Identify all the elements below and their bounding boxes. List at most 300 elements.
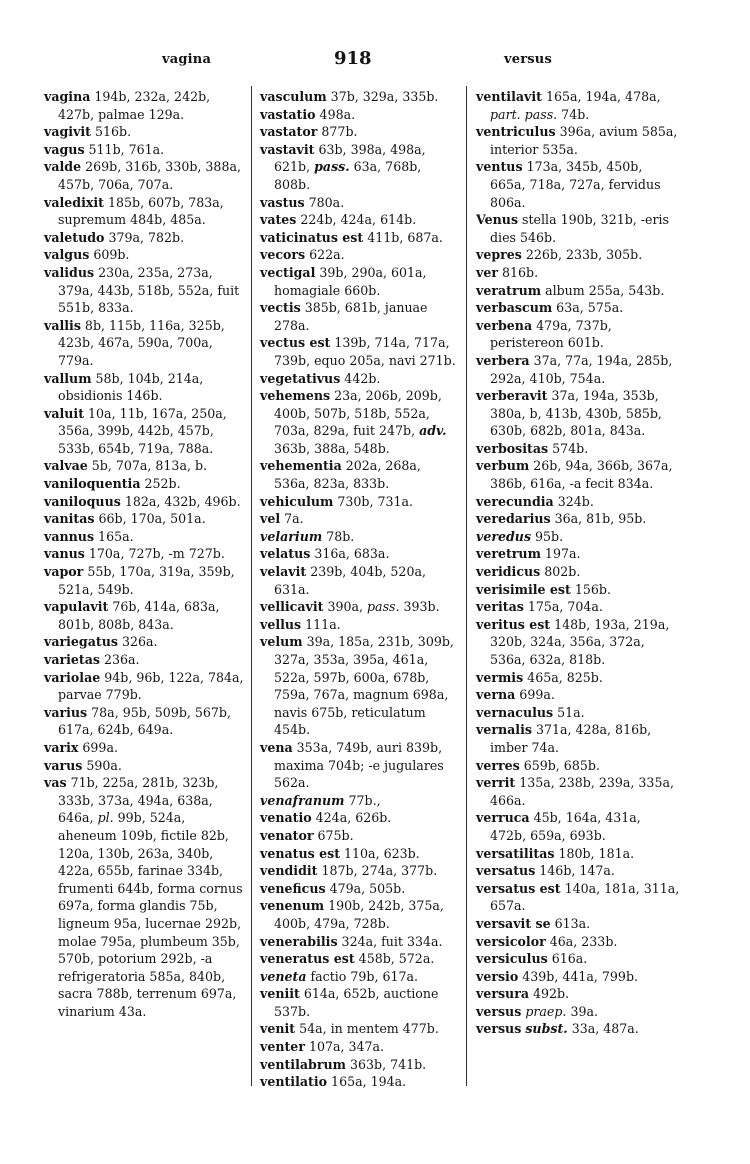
- index-entry: [44, 246, 244, 264]
- entry-references: 170a, 727b, -m 727b.: [84, 546, 225, 562]
- entry-references: 39a.: [566, 1003, 598, 1019]
- entry-references: 94b, 96b, 122a, 784a, parvae 779b.: [58, 669, 244, 703]
- entry-references: 23a, 206b, 209b, 400b, 507b, 518b, 552a, 703a, 829a, fuit 247b,: [274, 388, 442, 439]
- index-entry: [476, 809, 680, 844]
- entry-lemma: verna: [476, 687, 516, 703]
- entry-references: 363b, 741b.: [345, 1056, 427, 1072]
- entry-references: 479a, 737b, peristereon 601b.: [490, 317, 612, 351]
- index-entry: [44, 264, 244, 317]
- entry-references: 363b, 388a, 548b.: [274, 440, 390, 456]
- entry-lemma: varus: [44, 757, 83, 773]
- entry-references: 326a.: [117, 634, 158, 650]
- index-entry: [44, 317, 244, 370]
- index-entry: [260, 528, 460, 546]
- index-entry: [44, 229, 244, 247]
- index-entry: [476, 1020, 680, 1038]
- index-entry: [44, 510, 244, 528]
- index-entry: [260, 88, 460, 106]
- entry-lemma: vaticinatus est: [260, 229, 364, 245]
- entry-references: 316a, 683a.: [310, 546, 390, 562]
- entry-lemma: valgus: [44, 247, 90, 263]
- entry-lemma: verbascum: [476, 300, 553, 316]
- index-entry: [44, 475, 244, 493]
- index-entry: [44, 123, 244, 141]
- index-entry: [260, 739, 460, 792]
- index-entry: [260, 510, 460, 528]
- entry-lemma: vates: [260, 212, 297, 228]
- entry-lemma: ventilatio: [260, 1074, 328, 1090]
- entry-references: 111a.: [301, 616, 341, 632]
- entry-lemma: veratrum: [476, 282, 542, 298]
- entry-references: 37a, 194a, 353b, 380a, b, 413b, 430b, 585b, 630b, 682b, 801a, 843a.: [490, 388, 662, 439]
- entry-lemma: valde: [44, 159, 82, 175]
- entry-references: 39a, 185a, 231b, 309b, 327a, 353a, 395a, 461a, 522a, 597b, 600a, 678b, 759a, 767a, magnum 698a, navis 675b, reticulatum 454b.: [274, 634, 454, 738]
- index-entry: [476, 299, 680, 317]
- entry-references: 148b, 193a, 219a, 320b, 324a, 356a, 372a, 536a, 632a, 818b.: [490, 616, 670, 667]
- entry-references: 63a, 575a.: [552, 300, 624, 316]
- entry-lemma: validus: [44, 264, 95, 280]
- entry-lemma: vastatio: [260, 106, 316, 122]
- entry-lemma: vepres: [476, 247, 522, 263]
- entry-lemma: verres: [476, 757, 520, 773]
- entry-references: 390a,: [323, 599, 367, 615]
- entry-lemma: vehiculum: [260, 493, 334, 509]
- entry-references: 230a, 235a, 273a, 379a, 443b, 518b, 552a, fuit 551b, 833a.: [58, 264, 240, 316]
- entry-references: 411b, 687a.: [363, 229, 443, 245]
- entry-references: 802b.: [540, 564, 581, 580]
- index-entry: [476, 317, 680, 352]
- entry-references: 699a.: [515, 687, 555, 703]
- entry-references: 194b, 232a, 242b, 427b, palmae 129a.: [58, 89, 211, 122]
- entry-lemma: valuit: [44, 405, 85, 421]
- entry-lemma: vapor: [44, 564, 84, 580]
- entry-lemma: ventilavit: [476, 89, 542, 104]
- entry-references: 175a, 704a.: [523, 599, 603, 615]
- index-entry: [260, 370, 460, 388]
- entry-references: 442b.: [340, 370, 381, 386]
- entry-abbreviation: subst.: [525, 1021, 568, 1037]
- entry-references: 51a.: [553, 704, 585, 720]
- entry-references: 74b.: [557, 106, 590, 122]
- index-entry: [260, 194, 460, 212]
- entry-lemma: veridicus: [476, 564, 541, 580]
- index-entry: [476, 845, 680, 863]
- entry-lemma: Venus: [476, 212, 519, 228]
- entry-lemma: vehemens: [260, 388, 331, 404]
- index-entry: [44, 194, 244, 229]
- index-entry: [476, 933, 680, 951]
- entry-lemma: verbositas: [476, 440, 549, 456]
- index-entry: [260, 933, 460, 951]
- entry-lemma: vaniloquus: [44, 493, 121, 509]
- index-entry: [476, 669, 680, 687]
- column-divider: [466, 86, 467, 1086]
- entry-references: 77b.,: [344, 792, 381, 808]
- index-entry: [44, 158, 244, 193]
- index-entry: [476, 915, 680, 933]
- entry-references: 165a, 194a.: [327, 1074, 407, 1090]
- entry-references: factio 79b, 617a.: [306, 968, 419, 984]
- index-entry: [44, 141, 244, 159]
- entry-lemma: valetudo: [44, 229, 105, 245]
- index-entry: [260, 968, 460, 986]
- index-entry: [476, 545, 680, 563]
- index-entry: [260, 845, 460, 863]
- index-entry: [476, 158, 680, 211]
- entry-lemma: verruca: [476, 810, 530, 826]
- index-entry: [260, 493, 460, 511]
- entry-lemma: vallis: [44, 317, 81, 333]
- entry-lemma: velavit: [260, 564, 307, 580]
- index-entry: [476, 1003, 680, 1021]
- index-entry: [44, 739, 244, 757]
- entry-lemma: versus: [476, 1003, 522, 1019]
- index-entry: [44, 370, 244, 405]
- entry-lemma: vas: [44, 775, 67, 791]
- entry-lemma: venter: [260, 1039, 305, 1055]
- entry-abbreviation: pl.: [97, 810, 114, 826]
- entry-references: 371a, 428a, 816b, imber 74a.: [490, 722, 652, 755]
- index-entry: [476, 880, 680, 915]
- entry-lemma: vendidit: [260, 863, 318, 879]
- index-entry: [44, 457, 244, 475]
- entry-references: 71b, 225a, 281b, 323b, 333b, 373a, 494a, 638a, 646a,: [58, 775, 219, 826]
- index-entry: [260, 299, 460, 334]
- index-entry: [260, 211, 460, 229]
- entry-lemma: veneficus: [260, 880, 326, 896]
- entry-references: 78a, 95b, 509b, 567b, 617a, 624b, 649a.: [58, 704, 232, 738]
- entry-references: 45b, 164a, 431a, 472b, 659a, 693b.: [490, 810, 641, 843]
- entry-lemma: vectigal: [260, 264, 316, 280]
- index-entry: [260, 880, 460, 898]
- index-entry: [476, 774, 680, 809]
- entry-lemma: verrit: [476, 775, 516, 791]
- entry-references: 76b, 414a, 683a, 801b, 808b, 843a.: [58, 599, 220, 632]
- index-entry: [260, 141, 460, 194]
- entry-references: 46a, 233b.: [545, 933, 618, 949]
- entry-lemma: venatio: [260, 810, 312, 826]
- entry-references: 139b, 714a, 717a, 739b, equo 205a, navi 271b.: [274, 335, 456, 368]
- entry-lemma: verbum: [476, 458, 530, 474]
- index-entry: [476, 721, 680, 756]
- index-entry: [476, 704, 680, 722]
- entry-references: 379a, 782b.: [104, 229, 185, 245]
- entry-lemma: veretrum: [476, 546, 541, 562]
- entry-references: 54a, in mentem 477b.: [295, 1021, 439, 1037]
- entry-references: 614a, 652b, auctione 537b.: [274, 986, 439, 1019]
- entry-references: 37a, 77a, 194a, 285b, 292a, 410b, 754a.: [490, 352, 673, 386]
- entry-lemma: veneta: [260, 968, 307, 984]
- entry-references: 165a, 194a, 478a,: [541, 89, 661, 104]
- index-entry: [260, 246, 460, 264]
- index-entry: [260, 545, 460, 563]
- entry-lemma: verberavit: [476, 388, 548, 404]
- entry-references: 63b, 398a, 498a, 621b,: [274, 141, 426, 175]
- index-entry: [44, 405, 244, 458]
- entry-lemma: verisimile est: [476, 581, 571, 597]
- entry-references: 269b, 316b, 330b, 388a, 457b, 706a, 707a.: [58, 159, 241, 192]
- index-entry: [260, 616, 460, 634]
- entry-references: 190b, 242b, 375a, 400b, 479a, 728b.: [274, 898, 444, 931]
- index-entry: [260, 229, 460, 247]
- entry-references: 439b, 441a, 799b.: [518, 968, 639, 984]
- index-entry: [476, 686, 680, 704]
- entry-references: stella 190b, 321b, -eris dies 546b.: [490, 212, 670, 245]
- column-divider: [251, 86, 252, 1086]
- entry-references: 78b.: [322, 528, 355, 544]
- entry-references: 165a.: [94, 528, 134, 544]
- entry-lemma: versatus est: [476, 880, 561, 896]
- entry-references: 156b.: [570, 581, 611, 597]
- entry-references: 202a, 268a, 536a, 823a, 833b.: [274, 458, 421, 492]
- index-entry: [44, 704, 244, 739]
- entry-lemma: valvae: [44, 458, 88, 474]
- entry-lemma: vagivit: [44, 124, 91, 140]
- entry-lemma: venit: [260, 1021, 296, 1037]
- entry-references: 146b, 147a.: [535, 863, 615, 879]
- entry-references: 135a, 238b, 239a, 335a, 466a.: [490, 775, 674, 808]
- index-entry: [260, 598, 460, 616]
- index-entry: [260, 563, 460, 598]
- entry-abbreviation: adv.: [419, 423, 447, 439]
- entry-references: 8b, 115b, 116a, 325b, 423b, 467a, 590a, 700a, 779a.: [58, 317, 225, 368]
- entry-references: 424a, 626b.: [311, 810, 392, 826]
- entry-lemma: venator: [260, 827, 314, 843]
- index-entry: [260, 897, 460, 932]
- entry-lemma: veredus: [476, 528, 532, 544]
- index-entry: [260, 334, 460, 369]
- index-entry: [44, 598, 244, 633]
- entry-references: 197a.: [540, 546, 581, 562]
- entry-references: 187b, 274a, 377b.: [317, 863, 438, 879]
- index-entry: [260, 1020, 460, 1038]
- index-entry: [260, 809, 460, 827]
- entry-references: 58b, 104b, 214a, obsidionis 146b.: [58, 370, 204, 404]
- entry-references: 479a, 505b.: [325, 880, 406, 896]
- entry-references: 33a, 487a.: [567, 1021, 639, 1037]
- entry-lemma: vectis: [260, 300, 301, 316]
- entry-lemma: vaniloquentia: [44, 476, 141, 492]
- entry-references: 675b.: [313, 827, 354, 843]
- entry-references: 36a, 81b, 95b.: [550, 511, 647, 527]
- index-entry: [476, 440, 680, 458]
- entry-lemma: vapulavit: [44, 599, 109, 615]
- entry-lemma: vernaculus: [476, 704, 554, 720]
- index-entry: [44, 88, 244, 123]
- entry-references: 226b, 233b, 305b.: [521, 247, 643, 263]
- entry-references: 730b, 731a.: [333, 493, 414, 509]
- entry-references: 609b.: [89, 247, 130, 263]
- entry-lemma: vannus: [44, 528, 95, 544]
- entry-references: 324a, fuit 334a.: [337, 933, 443, 949]
- index-entry: [476, 757, 680, 775]
- entry-lemma: variolae: [44, 669, 101, 685]
- entry-references: 224b, 424a, 614b.: [296, 212, 417, 228]
- entry-lemma: velatus: [260, 546, 311, 562]
- index-entry: [260, 950, 460, 968]
- entry-references: 516b.: [91, 124, 132, 140]
- index-entry: [260, 264, 460, 299]
- entry-lemma: vegetativus: [260, 370, 341, 386]
- index-entry: [260, 1056, 460, 1074]
- index-entry: [476, 211, 680, 246]
- entry-references: 622a.: [305, 247, 345, 263]
- entry-references: 816b.: [497, 264, 539, 280]
- entry-references: 498a.: [315, 106, 356, 122]
- entry-lemma: varius: [44, 704, 88, 720]
- index-entry: [476, 123, 680, 158]
- entry-references: 99b, 524a, aheneum 109b, fictile 82b, 120a, 130b, 263a, 340b, 422a, 655b, farinae 334b, frumenti 644b, forma cornus 697a, forma glandis 75b, ligneum 95a, lucernae 292b, molae 795a, plumbeum 35b, 570b, potorium 292b, -a refrigeratoria 585a, 840b, sacra 788b, terrenum 697a, vinarium 43a.: [58, 810, 243, 1019]
- entry-references: 95b.: [531, 528, 564, 544]
- index-entry: [260, 862, 460, 880]
- index-entry: [476, 264, 680, 282]
- entry-lemma: velarium: [260, 528, 323, 544]
- index-entry: [476, 985, 680, 1003]
- entry-lemma: vel: [260, 511, 281, 527]
- entry-abbreviation: pass.: [314, 159, 350, 175]
- index-entry: [476, 282, 680, 300]
- index-entry: [476, 950, 680, 968]
- page-number: 918: [334, 48, 372, 69]
- entry-lemma: venafranum: [260, 792, 345, 808]
- entry-references: 66b, 170a, 501a.: [94, 511, 206, 527]
- index-entry: [260, 457, 460, 492]
- index-column-2: [260, 88, 460, 1091]
- entry-references: 39b, 290a, 601a, homagiale 660b.: [274, 264, 427, 298]
- entry-references: 616a.: [547, 951, 588, 967]
- entry-lemma: vastator: [260, 124, 318, 140]
- entry-lemma: versus: [476, 1021, 522, 1037]
- index-entry: [476, 598, 680, 616]
- entry-references: 7a.: [280, 511, 304, 527]
- index-entry: [44, 528, 244, 546]
- index-entry: [476, 88, 680, 123]
- entry-lemma: ventus: [476, 159, 523, 175]
- entry-lemma: velum: [260, 634, 303, 650]
- entry-lemma: versatilitas: [476, 845, 555, 861]
- index-entry: [260, 827, 460, 845]
- index-entry: [44, 633, 244, 651]
- entry-lemma: vallum: [44, 370, 92, 386]
- entry-references: 574b.: [548, 440, 589, 456]
- entry-lemma: varietas: [44, 652, 100, 667]
- entry-references: 239b, 404b, 520a, 631a.: [274, 564, 426, 597]
- entry-lemma: vena: [260, 739, 293, 755]
- index-entry: [260, 106, 460, 124]
- entry-lemma: vastavit: [260, 141, 315, 157]
- entry-lemma: vermis: [476, 669, 524, 685]
- page-header: [0, 48, 750, 74]
- entry-references: 173a, 345b, 450b, 665a, 718a, 727a, fervidus 806a.: [490, 159, 661, 210]
- entry-lemma: vasculum: [260, 89, 327, 104]
- index-entry: [476, 510, 680, 528]
- entry-lemma: verbera: [476, 352, 530, 368]
- entry-references: 5b, 707a, 813a, b.: [87, 458, 208, 474]
- entry-lemma: ver: [476, 264, 498, 280]
- index-entry: [476, 528, 680, 546]
- entry-references: 613a.: [550, 915, 591, 931]
- index-entry: [260, 792, 460, 810]
- entry-references: 385b, 681b, januae 278a.: [274, 300, 428, 333]
- entry-references: 140a, 181a, 311a, 657a.: [490, 880, 680, 914]
- entry-lemma: vastus: [260, 194, 305, 210]
- index-entry: [476, 616, 680, 669]
- entry-lemma: versura: [476, 986, 530, 1002]
- entry-abbreviation: praep.: [525, 1003, 567, 1019]
- entry-references: 63a, 768b, 808b.: [274, 159, 422, 192]
- entry-references: 877b.: [317, 124, 358, 140]
- index-entry: [44, 757, 244, 775]
- entry-references: 492b.: [529, 986, 570, 1002]
- index-entry: [476, 493, 680, 511]
- entry-lemma: vagina: [44, 89, 91, 104]
- entry-references: 252b.: [140, 476, 181, 492]
- index-column-3: [476, 88, 680, 1038]
- entry-lemma: vernalis: [476, 722, 532, 738]
- index-entry: [44, 545, 244, 563]
- entry-references: 107a, 347a.: [304, 1039, 385, 1055]
- entry-references: 110a, 623b.: [340, 845, 420, 861]
- entry-references: album 255a, 543b.: [541, 282, 665, 298]
- entry-lemma: venatus est: [260, 845, 341, 861]
- index-entry: [44, 651, 244, 669]
- entry-references: 37b, 329a, 335b.: [326, 89, 439, 104]
- entry-lemma: ventriculus: [476, 124, 556, 140]
- entry-references: 324b.: [553, 493, 594, 509]
- entry-lemma: veneratus est: [260, 951, 355, 967]
- entry-lemma: vellus: [260, 616, 302, 632]
- entry-lemma: veredarius: [476, 511, 551, 527]
- entry-references: 353a, 749b, auri 839b, maxima 704b; -e jugulares 562a.: [274, 739, 444, 791]
- entry-references: 659b, 685b.: [519, 757, 600, 773]
- index-column-1: [44, 88, 244, 1020]
- entry-references: 396a, avium 585a, interior 535a.: [490, 124, 678, 157]
- index-entry: [44, 563, 244, 598]
- index-entry: [260, 387, 460, 457]
- index-entry: [260, 1073, 460, 1091]
- index-entry: [476, 457, 680, 492]
- entry-references: 699a.: [78, 739, 118, 755]
- entry-lemma: vagus: [44, 141, 85, 157]
- entry-lemma: verecundia: [476, 493, 554, 509]
- entry-lemma: veritus est: [476, 616, 551, 632]
- entry-lemma: veniit: [260, 986, 300, 1002]
- entry-references: 780a.: [304, 194, 345, 210]
- entry-references: 511b, 761a.: [84, 141, 165, 157]
- index-entry: [44, 669, 244, 704]
- entry-lemma: versicolor: [476, 933, 546, 949]
- entry-references: 55b, 170a, 319a, 359b, 521a, 549b.: [58, 564, 235, 597]
- index-entry: [476, 352, 680, 387]
- entry-references: 182a, 432b, 496b.: [120, 493, 241, 509]
- entry-lemma: vanitas: [44, 511, 95, 527]
- entry-lemma: versatus: [476, 863, 536, 879]
- entry-abbreviation: part. pass.: [490, 106, 558, 122]
- index-entry: [476, 581, 680, 599]
- entry-lemma: variegatus: [44, 634, 118, 650]
- index-entry: [260, 1038, 460, 1056]
- entry-lemma: verbena: [476, 317, 533, 333]
- entry-abbreviation: pass.: [367, 599, 400, 615]
- running-head-right: versus: [504, 52, 552, 67]
- entry-lemma: venerabilis: [260, 933, 338, 949]
- entry-references: 236a.: [99, 652, 140, 667]
- entry-lemma: versavit se: [476, 915, 551, 931]
- entry-lemma: versiculus: [476, 951, 548, 967]
- index-entry: [476, 968, 680, 986]
- entry-references: 26b, 94a, 366b, 367a, 386b, 616a, -a fecit 834a.: [490, 458, 673, 492]
- entry-lemma: ventilabrum: [260, 1056, 346, 1072]
